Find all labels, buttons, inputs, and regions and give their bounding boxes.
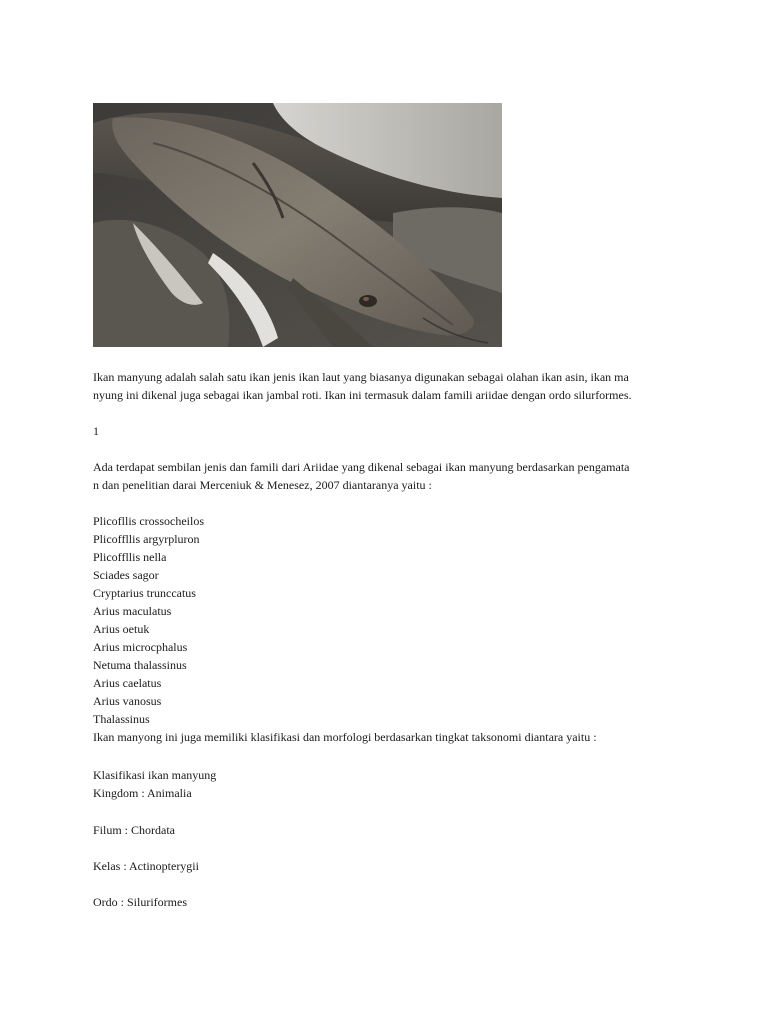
page-number: 1	[93, 424, 99, 438]
list-item: Arius caelatus	[93, 676, 162, 690]
fish-eye	[359, 295, 377, 307]
paragraph-species-intro	[93, 458, 683, 494]
list-item: Sciades sagor	[93, 568, 159, 582]
list-item: Plicofllis crossocheilos	[93, 514, 204, 528]
fish-eye-shine	[363, 297, 369, 301]
paragraph-line: Ikan manyung adalah salah satu ikan jenis ikan laut yang biasanya digunakan sebagai olahan ikan asin, ikan ma	[93, 370, 629, 384]
list-item: Netuma thalassinus	[93, 658, 187, 672]
ordo-line: Ordo : Siluriformes	[93, 895, 187, 909]
list-item: Arius microcphalus	[93, 640, 188, 654]
classification-block	[93, 766, 683, 802]
list-item: Plicoffllis nella	[93, 550, 167, 564]
kelas-line: Kelas : Actinopterygii	[93, 859, 199, 873]
classification-title: Klasifikasi ikan manyung	[93, 768, 217, 782]
paragraph-line: n dan penelitian darai Merceniuk & Menesez, 2007 diantaranya yaitu :	[93, 478, 432, 492]
filum-line: Filum : Chordata	[93, 823, 175, 837]
list-item: Cryptarius trunccatus	[93, 586, 196, 600]
list-item: Arius maculatus	[93, 604, 172, 618]
paragraph-line: nyung ini dikenal juga sebagai ikan jambal roti. Ikan ini termasuk dalam famili ariidae dengan ordo silurformes.	[93, 388, 632, 402]
list-item: Thalassinus	[93, 712, 150, 726]
paragraph-intro	[93, 368, 683, 404]
paragraph-classification-intro: Ikan manyong ini juga memiliki klasifikasi dan morfologi berdasarkan tingkat taksonomi diantara yaitu :	[93, 730, 597, 744]
paragraph-line: Ada terdapat sembilan jenis dan famili dari Ariidae yang dikenal sebagai ikan manyung berdasarkan pengamata	[93, 460, 630, 474]
list-item: Plicoffllis argyrpluron	[93, 532, 200, 546]
list-item: Arius vanosus	[93, 694, 162, 708]
kingdom-line: Kingdom : Animalia	[93, 786, 192, 800]
species-list	[93, 512, 683, 746]
fish-photo	[93, 103, 502, 347]
list-item: Arius oetuk	[93, 622, 150, 636]
